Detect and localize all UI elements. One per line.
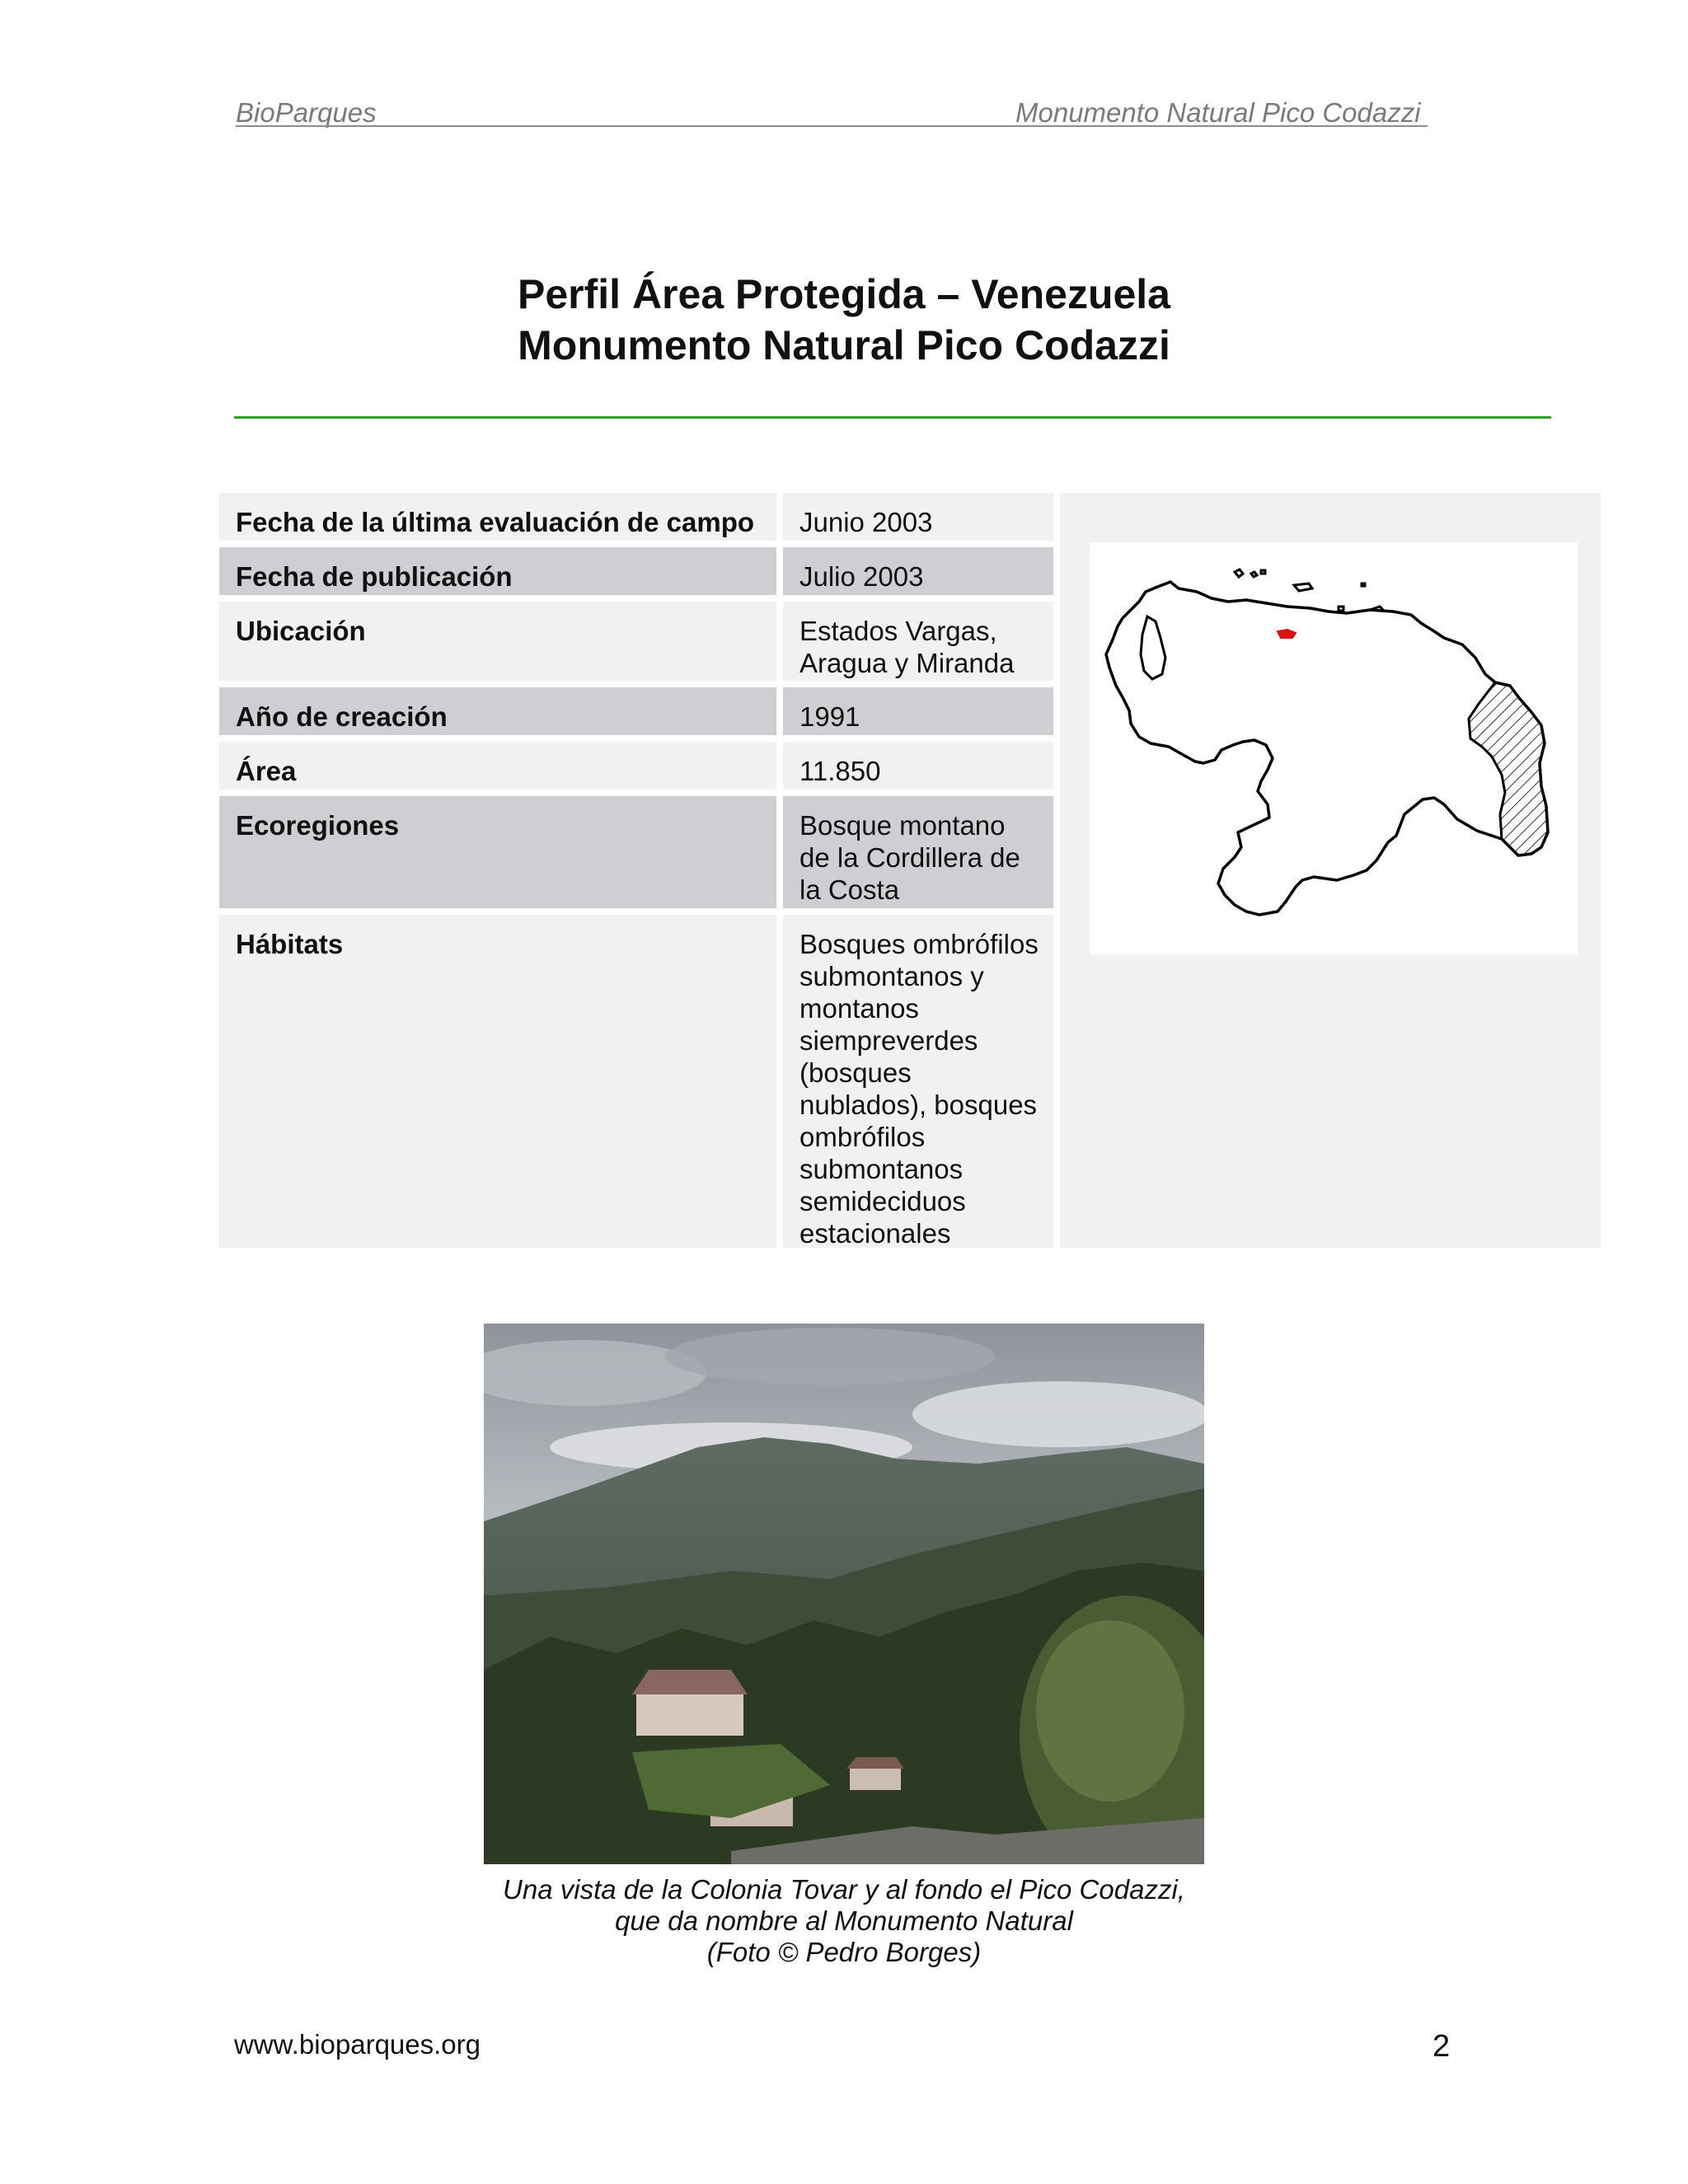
value-line: submontanos y bbox=[799, 961, 984, 991]
colonia-tovar-photo bbox=[484, 1324, 1204, 1864]
value-line: Estados Vargas, bbox=[799, 616, 997, 646]
value-line: ombrófilos bbox=[799, 1122, 926, 1152]
title-rule bbox=[234, 416, 1551, 419]
location-map bbox=[1090, 542, 1578, 954]
title-line-2: Monumento Natural Pico Codazzi bbox=[518, 322, 1170, 368]
value-line: siempreverdes bbox=[799, 1025, 978, 1056]
label-habitats: Hábitats bbox=[219, 915, 776, 1248]
value-line: submontanos bbox=[799, 1154, 964, 1184]
label-ubicacion: Ubicación bbox=[219, 602, 776, 681]
value-ano-creacion: 1991 bbox=[783, 687, 1053, 735]
label-area: Área bbox=[219, 742, 776, 790]
label-fecha-publicacion: Fecha de publicación bbox=[219, 547, 776, 595]
value-line: montanos bbox=[799, 993, 919, 1024]
header-right: Monumento Natural Pico Codazzi bbox=[1015, 97, 1421, 128]
value-line: semideciduos bbox=[799, 1186, 966, 1216]
country-outline bbox=[1106, 582, 1548, 915]
value-line: de la Cordillera de bbox=[799, 842, 1020, 873]
value-line: nublados), bosques bbox=[799, 1090, 1038, 1120]
landscape-photo bbox=[484, 1324, 1204, 1864]
label-ecoregiones: Ecoregiones bbox=[219, 796, 776, 908]
title-line-1: Perfil Área Protegida – Venezuela bbox=[518, 271, 1170, 317]
header-rule bbox=[236, 125, 1428, 127]
value-line: (bosques bbox=[799, 1057, 912, 1088]
photo-caption-line-1: Una vista de la Colonia Tovar y al fondo el Pico Codazzi, bbox=[503, 1874, 1185, 1905]
footer-url: www.bioparques.org bbox=[234, 2029, 481, 2060]
label-ano-creacion: Año de creación bbox=[219, 687, 776, 735]
photo-caption-line-2: que da nombre al Monumento Natural bbox=[615, 1905, 1073, 1936]
page-title bbox=[0, 269, 1688, 371]
value-ubicacion bbox=[783, 602, 1053, 681]
value-fecha-publicacion: Julio 2003 bbox=[783, 547, 1053, 595]
photo-caption-line-3: (Foto © Pedro Borges) bbox=[706, 1937, 982, 1967]
value-line: Aragua y Miranda bbox=[799, 648, 1015, 678]
venezuela-map bbox=[1090, 542, 1578, 954]
value-line: Bosques ombrófilos bbox=[799, 929, 1039, 959]
value-line: estacionales bbox=[799, 1218, 951, 1249]
header-left: BioParques bbox=[236, 97, 377, 128]
value-fecha-evaluacion: Junio 2003 bbox=[783, 493, 1053, 541]
value-area: 11.850 bbox=[783, 742, 1053, 790]
value-ecoregiones bbox=[783, 796, 1053, 908]
value-habitats bbox=[783, 915, 1053, 1248]
value-line: Bosque montano bbox=[799, 810, 1006, 841]
value-line: la Costa bbox=[799, 874, 900, 905]
label-fecha-evaluacion: Fecha de la última evaluación de campo bbox=[219, 493, 776, 541]
page-number: 2 bbox=[1432, 2029, 1451, 2064]
